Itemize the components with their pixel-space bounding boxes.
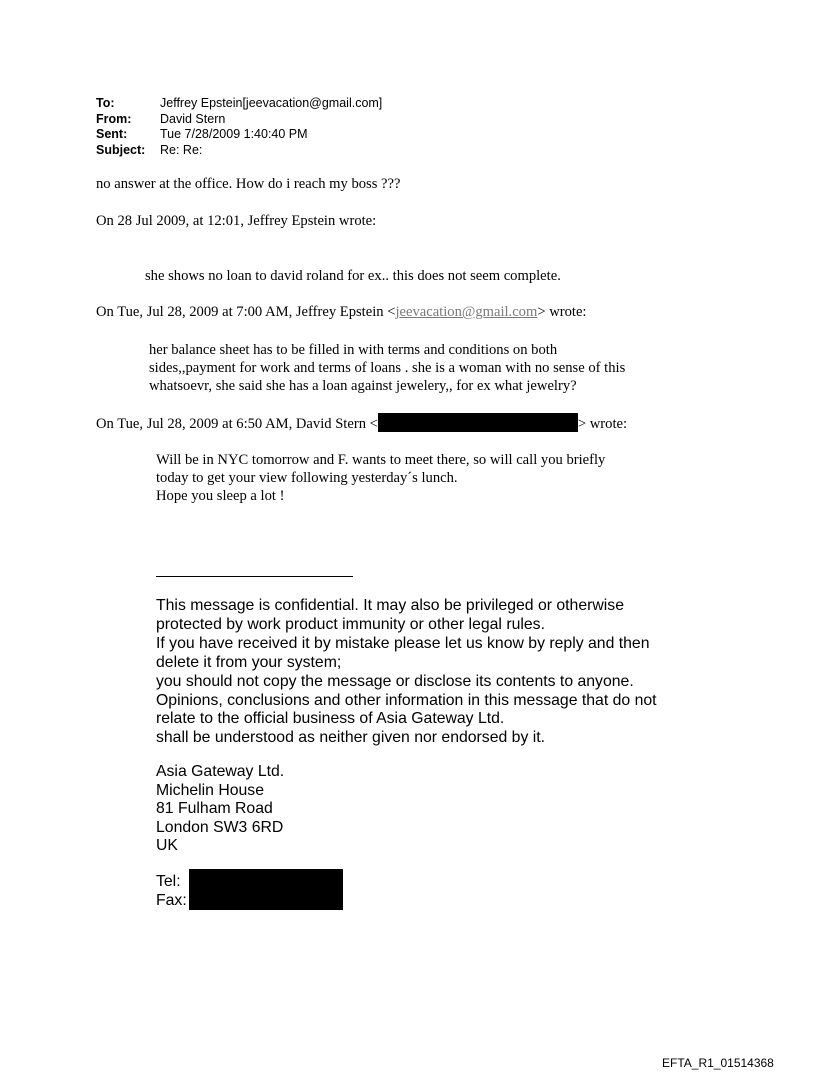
fax-label: Fax: xyxy=(156,891,187,909)
disclaimer-line: shall be understood as neither given nor endorsed by it. xyxy=(156,729,546,747)
quote3-intro-post: > wrote: xyxy=(577,416,628,432)
company-address xyxy=(156,763,284,856)
body-line: no answer at the office. How do i reach my boss ??? xyxy=(96,176,401,192)
to-value: Jeffrey Epstein[jeevacation@gmail.com] xyxy=(160,96,383,110)
disclaimer xyxy=(156,597,657,748)
address-line: UK xyxy=(156,837,178,855)
quote3-line: Will be in NYC tomorrow and F. wants to meet there, so will call you briefly xyxy=(156,452,606,468)
from-value: David Stern xyxy=(160,111,226,126)
subject-row xyxy=(96,143,382,159)
contact-block xyxy=(156,873,187,910)
sent-row xyxy=(96,127,382,143)
signature-divider xyxy=(156,576,353,577)
document-id: EFTA_R1_01514368 xyxy=(662,1056,774,1070)
disclaimer-line: This message is confidential. It may also be privileged or otherwise xyxy=(156,597,624,614)
to-label: To: xyxy=(96,96,115,110)
address-line: Michelin House xyxy=(156,781,264,799)
quote3-intro-pre: On Tue, Jul 28, 2009 at 6:50 AM, David Stern < xyxy=(96,416,378,432)
quote3-intro xyxy=(96,413,627,433)
subject-label: Subject: xyxy=(96,142,146,157)
quote1-text: she shows no loan to david roland for ex.. this does not seem complete. xyxy=(145,268,561,284)
tel-label: Tel: xyxy=(156,873,181,890)
quote2-intro-post: > wrote: xyxy=(537,304,587,320)
sent-value: Tue 7/28/2009 1:40:40 PM xyxy=(160,127,308,141)
subject-value: Re: Re: xyxy=(160,142,203,157)
disclaimer-line: Opinions, conclusions and other information in this message that do not xyxy=(156,691,657,709)
address-line: Asia Gateway Ltd. xyxy=(156,763,285,780)
disclaimer-line: you should not copy the message or disclose its contents to anyone. xyxy=(156,672,634,690)
from-label: From: xyxy=(96,111,132,126)
quote2-line: sides,,payment for work and terms of loans . she is a woman with no sense of this xyxy=(149,360,626,376)
contact-redaction-block xyxy=(189,869,343,910)
quote1-intro: On 28 Jul 2009, at 12:01, Jeffrey Epstein wrote: xyxy=(96,213,377,229)
email-link[interactable]: jeevacation@gmail.com xyxy=(395,304,538,320)
disclaimer-line: If you have received it by mistake please let us know by reply and then xyxy=(156,634,650,652)
redaction-block xyxy=(378,413,578,432)
quote3-line: Hope you sleep a lot ! xyxy=(156,488,285,504)
quote2-line: her balance sheet has to be filled in with terms and conditions on both xyxy=(149,342,558,358)
disclaimer-line: relate to the official business of Asia Gateway Ltd. xyxy=(156,710,505,728)
sent-label: Sent: xyxy=(96,127,128,141)
to-row xyxy=(96,96,382,112)
quote2-intro xyxy=(96,303,587,321)
quote3-line: today to get your view following yesterday´s lunch. xyxy=(156,470,458,486)
address-line: London SW3 6RD xyxy=(156,818,284,836)
disclaimer-line: delete it from your system; xyxy=(156,653,342,671)
quote2-line: whatsoevr, she said she has a loan against jewelery,, for ex what jewelry? xyxy=(149,378,577,394)
from-row xyxy=(96,112,382,128)
email-header xyxy=(96,96,382,158)
disclaimer-line: protected by work product immunity or other legal rules. xyxy=(156,615,545,633)
quote2-intro-pre: On Tue, Jul 28, 2009 at 7:00 AM, Jeffrey Epstein < xyxy=(96,304,396,320)
address-line: 81 Fulham Road xyxy=(156,800,273,818)
